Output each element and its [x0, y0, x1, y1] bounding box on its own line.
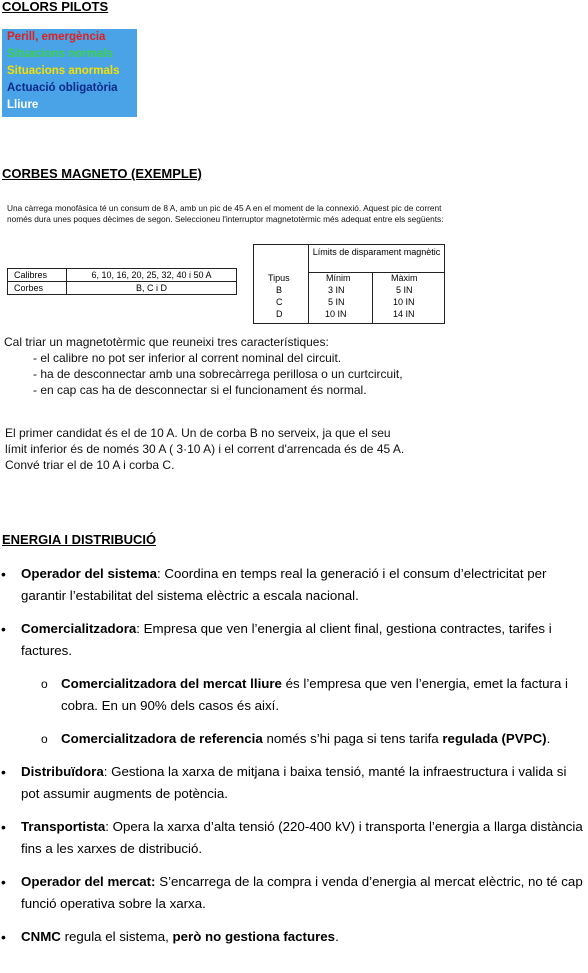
- col-minim: Mínim: [326, 273, 351, 283]
- col-maxim: Màxim: [391, 273, 418, 283]
- calibres-value: 6, 10, 16, 20, 25, 32, 40 i 50 A: [67, 269, 237, 282]
- bullet-icon: •: [1, 929, 6, 945]
- limits-table: [253, 244, 445, 324]
- calibres-table: [7, 268, 237, 295]
- conclusion-2: límit inferior és de només 30 A ( 3·10 A) i el corrent d'arrencada és de 45 A.: [5, 442, 405, 456]
- section-title-energy: ENERGIA I DISTRIBUCIÓ: [2, 532, 157, 547]
- sub-item-mercat-lliure: o Comercialitzadora del mercat lliure és l’empresa que ven l’energia, emet la factura i cobra. En un 90% dels casos és així.: [0, 673, 588, 717]
- pilot-free: Lliure: [7, 99, 39, 111]
- list-item-transportista: • Transportista: Opera la xarxa d’alta tensió (220-400 kV) i transporta l’energia a llarga distància fins a les xarxes de distribució.: [0, 816, 588, 860]
- corbes-label: Corbes: [8, 282, 67, 295]
- circle-bullet-icon: o: [41, 732, 48, 746]
- bullet-icon: •: [1, 819, 6, 835]
- bullet-icon: •: [1, 874, 6, 890]
- list-item-cnmc: • CNMC regula el sistema, però no gestiona factures.: [0, 926, 588, 948]
- pilot-danger: Perill, emergència: [7, 31, 106, 43]
- corbes-value: B, C i D: [67, 282, 237, 295]
- cal-item-2: - ha de desconnectar amb una sobrecàrrega perillosa o un curtcircuit,: [33, 367, 403, 381]
- sub-item-referencia: o Comercialitzadora de referencia només s’hi paga si tens tarifa regulada (PVPC).: [0, 728, 588, 750]
- list-item-comercialitzadora: • Comercialitzadora: Empresa que ven l’energia al client final, gestiona contractes, tarifes i factures.: [0, 618, 588, 662]
- conclusion-3: Convé triar el de 10 A i corba C.: [5, 458, 175, 472]
- pilot-abnormal: Situacions anormals: [7, 65, 120, 77]
- circle-bullet-icon: o: [41, 677, 48, 691]
- example-intro: Una càrrega monofàsica té un consum de 8 A, amb un pic de 45 A en el moment de la connexió. Aquest pic de corrent només dura unes poques dècimes de segon. Seleccioneu l'interruptor magnetotèrmic més adequat entre els següents:: [7, 203, 444, 224]
- conclusion-1: El primer candidat és el de 10 A. Un de corba B no serveix, ja que el seu: [5, 426, 391, 440]
- pilot-mandatory: Actuació obligatòria: [7, 82, 118, 94]
- bullet-icon: •: [1, 566, 6, 582]
- list-item-operador-mercat: • Operador del mercat: S’encarrega de la compra i venda d’energia al mercat elèctric, no té cap funció operativa sobre la xarxa.: [0, 871, 588, 915]
- section-title-magneto: CORBES MAGNETO (EXEMPLE): [2, 166, 202, 181]
- cal-item-3: - en cap cas ha de desconnectar si el funcionament és normal.: [33, 383, 367, 397]
- cal-line: Cal triar un magnetotèrmic que reuneixi tres característiques:: [4, 335, 329, 349]
- calibres-label: Calibres: [8, 269, 67, 282]
- row-c-tipus: C: [276, 297, 283, 307]
- list-item-distribuidora: • Distribuïdora: Gestiona la xarxa de mitjana i baixa tensió, manté la infraestructura i valida si pot assumir augments de potència.: [0, 761, 588, 805]
- row-d-tipus: D: [276, 309, 283, 319]
- row-b-minim: 3 IN: [328, 285, 345, 295]
- section-title-pilots: COLORS PILOTS: [2, 0, 109, 14]
- bullet-icon: •: [1, 621, 6, 637]
- row-c-maxim: 10 IN: [393, 297, 415, 307]
- list-item-operador-sistema: • Operador del sistema: Coordina en temps real la generació i el consum d’electricitat per garantir l’estabilitat del sistema elèctric a escala nacional.: [0, 563, 588, 607]
- row-b-maxim: 5 IN: [396, 285, 413, 295]
- col-tipus: Tipus: [268, 273, 290, 283]
- energy-list: [0, 563, 588, 948]
- row-d-maxim: 14 IN: [393, 309, 415, 319]
- row-d-minim: 10 IN: [325, 309, 347, 319]
- pilot-normal: Situacions normals: [7, 48, 114, 60]
- cal-item-1: - el calibre no pot ser inferior al corrent nominal del circuit.: [33, 351, 342, 365]
- row-c-minim: 5 IN: [328, 297, 345, 307]
- pilot-colors-image: [2, 29, 137, 117]
- row-b-tipus: B: [276, 285, 283, 295]
- limits-header: Límits de disparament magnètic: [308, 245, 444, 273]
- bullet-icon: •: [1, 764, 6, 780]
